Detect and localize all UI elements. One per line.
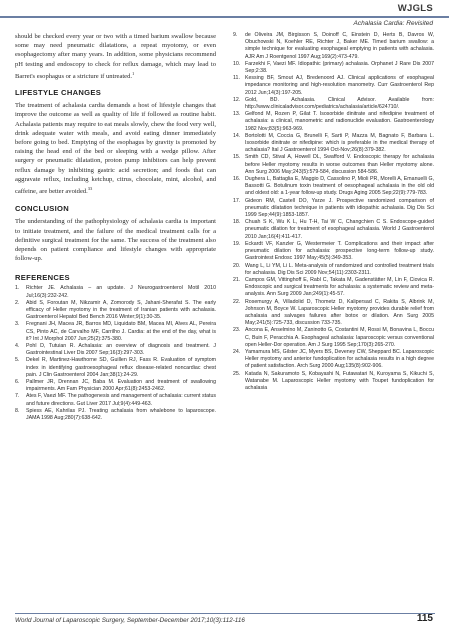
reference-item bbox=[15, 379, 216, 393]
heading-conclusion: CONCLUSION bbox=[15, 204, 70, 214]
reference-text: Dughera L, Battaglia E, Maggio D, Cassolino P, Mioli PR, Morelli A, Emanuelli G, Bassotti G. Botulinum toxin treatment of oesophageal achalasia in the old old and oldest old: a 1-year follow-up study. Drugs Aging 2005 Sep;22(9):779-783. bbox=[245, 176, 434, 197]
reference-item bbox=[233, 241, 434, 263]
reference-number: 19. bbox=[233, 240, 241, 247]
paragraph-text: should be checked every year or two with a timed barium swallow because some may need pneumatic dilatations, a repeat myotomy, or even esophagectomy after many years. In addition, some physicians recommend pH testing and endoscopy to check for reflux damage, which may lead to Barret's esophagus or a stricture if untreated. bbox=[15, 33, 216, 80]
running-title: Achalasia Cardia: Revisited bbox=[353, 20, 433, 27]
reference-text: Abid S, Foroutan M, Nikzamir A, Zomorody S, Jahani-Sherafat S. The early efficacy of Heller myotomy in the treatment of Iranian patients with achalasia. Gastroenterol Hepatol Bed Bench 2016 Winter;9(1):30-35. bbox=[26, 299, 216, 321]
left-column bbox=[15, 32, 216, 422]
reference-number: 21. bbox=[233, 276, 241, 283]
paragraph-conclusion: The understanding of the pathophysiology of achalasia cardia is important to initiate treatment, and the failure of the medical treatment calls for a definitive surgical treatment for the same. The success of the treatment also depends on patient compliance and lifestyle changes with appropriate follow-up. bbox=[15, 218, 216, 263]
right-column bbox=[233, 32, 434, 392]
reference-number: 23. bbox=[233, 327, 241, 334]
reference-number: 17. bbox=[233, 197, 241, 204]
reference-item bbox=[15, 357, 216, 379]
citation-sup: 33 bbox=[87, 186, 93, 192]
heading-lifestyle-changes: LIFESTYLE CHANGES bbox=[15, 88, 102, 98]
reference-text: Kessing BF, Smout AJ, Bredenoord AJ. Clinical applications of esophageal impedance monitoring and high-resolution manometry. Curr Gastroenterol Rep 2012 Jun;14(3):197-205. bbox=[245, 75, 434, 96]
paragraph-follow-up bbox=[15, 32, 216, 81]
reference-number: 15. bbox=[233, 154, 241, 161]
reference-text: Pallmer JR, Drennan JC, Baba M. Evaluation and treatment of swallowing impairments. Am Fam Physician 2000 Apr;61(8):2453-2462. bbox=[26, 379, 216, 393]
header-rule bbox=[0, 16, 449, 18]
reference-item bbox=[15, 321, 216, 343]
reference-text: Richter JE. Achalasia – an update. J Neurogastroenterol Motil 2010 Jul;16(3):232-242. bbox=[26, 285, 216, 299]
reference-number: 14. bbox=[233, 132, 241, 139]
reference-item bbox=[15, 408, 216, 422]
reference-text: de Oliveira JM, Birgisson S, Doinoff C, Einstein D, Herts B, Davros W, Obuchowski N, Koehler RE, Richter J, Baker ME. Timed barium swallow: a simple technique for evaluating esophageal emptying in patients with achalasia. AJR Am J Roentgenol 1997 Aug;169(2):473-479. bbox=[245, 32, 434, 60]
reference-text: Spiess AE, Kahrilas PJ. Treating achalasia from whalebone to laparoscope. JAMA 1998 Aug;280(7):638-642. bbox=[26, 407, 216, 422]
reference-text: Yamamura MS, Gilster JC, Myers BS, Deveney CW, Sheppard BC. Laparoscopic Heller myotomy and anterior fundoplication for achalasia results in a high degree of patient satisfaction. Arch Surg 2000 Aug;135(8):902-906. bbox=[245, 348, 434, 370]
reference-number: 6. bbox=[15, 379, 20, 386]
reference-text: Bortolotti M, Coccia G, Brunelli F, Sarti P, Mazza M, Bagnato F, Barbara L. Isosorbide dinitrate or nifedipine: which is preferable in the medical therapy of achalasia? Ital J Gastroenterol 1994 Oct-Nov;26(8):379-382. bbox=[245, 132, 434, 154]
reference-text: Katada N, Sakuramoto S, Kobayashi N, Futawatari N, Kuroyama S, Kikuchi S, Watanabe M. Laparoscopic Heller myotomy with Toupet fundoplication for achalasia bbox=[245, 370, 434, 391]
reference-number: 2. bbox=[15, 299, 20, 306]
reference-item bbox=[233, 97, 434, 111]
reference-text: Rosemurgy A, Villadolid D, Thometz D, Kalipersad C, Rakita S, Albrink M, Johnson M, Boyce W. Laparoscopic Heller myotomy provides durable relief from achalasia and salvages failures after botox or dilation. Ann Surg 2005 May;241(5):725-733, discussion 733-735. bbox=[245, 298, 434, 327]
reference-number: 9. bbox=[233, 32, 238, 38]
reference-number: 4. bbox=[15, 343, 20, 350]
reference-number: 25. bbox=[233, 370, 241, 377]
reference-item bbox=[233, 327, 434, 349]
reference-text: Gelfond M, Rozen P, Gilat T. Isosorbide dinitrate and nifedipine treatment of achalasia: a clinical, manometric and radionuclide evaluation. Gastroenterology 1982 Nov;83(5):963-969. bbox=[245, 111, 434, 132]
reference-text: Ates F, Vaezi MF. The pathogenesis and management of achalasia: current status and future directions. Gut Liver 2017 Jul;9(4):449-463. bbox=[26, 393, 216, 407]
heading-references: REFERENCES bbox=[15, 273, 70, 283]
reference-item bbox=[233, 75, 434, 97]
reference-text: Smith CD, Stival A, Howell DL, Swafford V. Endoscopic therapy for achalasia before Heller myotomy results in worse outcomes than Heller myotomy alone. Ann Surg 2006 May;243(5):579-584, discussion 584-586. bbox=[245, 154, 434, 175]
reference-item bbox=[233, 219, 434, 241]
reference-list-right bbox=[233, 32, 434, 392]
reference-item bbox=[233, 277, 434, 299]
reference-item bbox=[233, 111, 434, 133]
reference-number: 1. bbox=[15, 285, 20, 292]
reference-text: Ancona E, Anselmino M, Zaninotto G, Costantini M, Rossi M, Bonavina L, Boccu C, Buin F, Peracchia A. Esophageal achalasia: laparoscopic versus conventional open Heller-Dor operation. Am J Surg 1995 Sep;170(3):265-270. bbox=[245, 327, 434, 348]
reference-text: Gideon RM, Castell DO, Yarze J. Prospective randomized comparison of pneumatic dilatation technique in patients with idiopathic achalasia. Dig Dis Sci 1999 Sep;44(9):1853-1857. bbox=[245, 197, 434, 219]
reference-number: 11. bbox=[233, 75, 240, 82]
reference-text: Campos GM, Vittinghoff E, Rabl C, Takata M, Gadenstätter M, Lin F, Ciovica R. Endoscopic and surgical treatments for achalasia: a systematic review and meta-analysis. Ann Surg 2009 Jan;249(1):45-57. bbox=[245, 276, 434, 298]
paragraph-text: The treatment of achalasia cardia demands a host of lifestyle changes that improve the outcome as well as quality of life if followed as routine habit. Achalasia patients may require to eat meals slowly, chew the food very well, drink adequate water with meals, and avoid eating dinner immediately before going to bed. Emptying of the esophagus by gravity is promoted by raising the head end of the bed or sleeping with a wedge pillow. After surgery or pneumatic dilatation, proton pump inhibitors can help prevent reflux damage by inhibiting gastric acid secretion; and foods that can aggravate reflux, including ketchup, citrus, chocolate, mint, alcohol, and caffeine, are better avoided. bbox=[15, 102, 216, 196]
reference-list-left bbox=[15, 285, 216, 422]
reference-text: Dekel R, Martinez-Hawthorne SD, Guillen RJ, Fass R. Evaluation of symptom index in identifying gastroesophageal reflux disease-related noncardiac chest pain. J Clin Gastroenterol 2004 Jan;38(1):24-29. bbox=[26, 357, 216, 378]
reference-number: 8. bbox=[15, 407, 20, 414]
reference-number: 3. bbox=[15, 321, 20, 328]
reference-text: Wang L, Li YM, Li L. Meta-analysis of randomized and controlled treatment trials for achalasia. Dig Dis Sci 2009 Nov;54(11):2303-2311. bbox=[245, 262, 434, 276]
journal-abbreviation: WJGLS bbox=[397, 3, 433, 14]
reference-item bbox=[233, 133, 434, 155]
reference-number: 20. bbox=[233, 262, 241, 269]
reference-number: 10. bbox=[233, 60, 241, 67]
reference-item bbox=[15, 393, 216, 407]
reference-number: 5. bbox=[15, 357, 20, 364]
reference-text: Fregnani JH, Macea JR, Barros MD, Liquidato BM, Macea MI, Alves AL, Pereira CS, Pinto AC, de Carvalho MF, Carrilho J. Cardia: at the end of the day, what is it? Int J Morphol 2007 Jun;25(2):375-380. bbox=[26, 321, 216, 342]
reference-item bbox=[15, 300, 216, 322]
reference-item bbox=[233, 61, 434, 75]
reference-item bbox=[233, 32, 434, 61]
reference-item bbox=[233, 299, 434, 328]
reference-item bbox=[233, 176, 434, 198]
reference-number: 13. bbox=[233, 111, 241, 118]
reference-number: 16. bbox=[233, 176, 241, 183]
reference-text: Chuah S K, Wu K L, Hu T-H, Tai W C, Changchien C S. Endoscope-guided pneumatic dilation for treatment of esophageal achalasia. World J Gastroenterol 2010 Jan;16(4):411-417. bbox=[245, 219, 434, 240]
footer-journal-info: World Journal of Laparoscopic Surgery, September-December 2017;10(3):112-116 bbox=[15, 617, 245, 624]
reference-item bbox=[233, 154, 434, 176]
citation-sup: 1 bbox=[131, 70, 135, 76]
reference-item bbox=[233, 349, 434, 371]
reference-number: 18. bbox=[233, 219, 241, 226]
reference-item bbox=[233, 263, 434, 277]
reference-text: Farzekhi F, Vaezi MF. Idiopathic (primary) achalasia. Orphanet J Rare Dis 2007 Sep;2:38. bbox=[245, 60, 434, 75]
reference-number: 7. bbox=[15, 393, 20, 400]
reference-item bbox=[15, 285, 216, 299]
reference-number: 12. bbox=[233, 96, 241, 103]
page-number: 115 bbox=[416, 613, 433, 624]
reference-text: Eckardt VF, Kanzler G, Westermeier T. Complications and their impact after pneumatic dilation for achalasia: prospective long-term follow-up study. Gastrointest Endosc 1997 May;45(5):349-353. bbox=[245, 240, 434, 262]
reference-number: 24. bbox=[233, 348, 241, 355]
reference-item bbox=[15, 343, 216, 357]
paragraph-lifestyle bbox=[15, 101, 216, 196]
footer-rule bbox=[15, 613, 435, 614]
reference-text: Gold, BD. Achalasia. Clinical Advisor. Available from: http://www.clinicaladvisor.com/pediatrics/achalasia/article/624710/. bbox=[245, 96, 434, 111]
reference-item bbox=[233, 198, 434, 220]
reference-item bbox=[233, 371, 434, 393]
reference-number: 22. bbox=[233, 298, 241, 305]
reference-text: Pohl D, Tutuian R. Achalasia: an overview of diagnosis and treatment. J Gastrointestinal Liver Dis 2007 Sep;16(3):297-303. bbox=[26, 343, 216, 357]
